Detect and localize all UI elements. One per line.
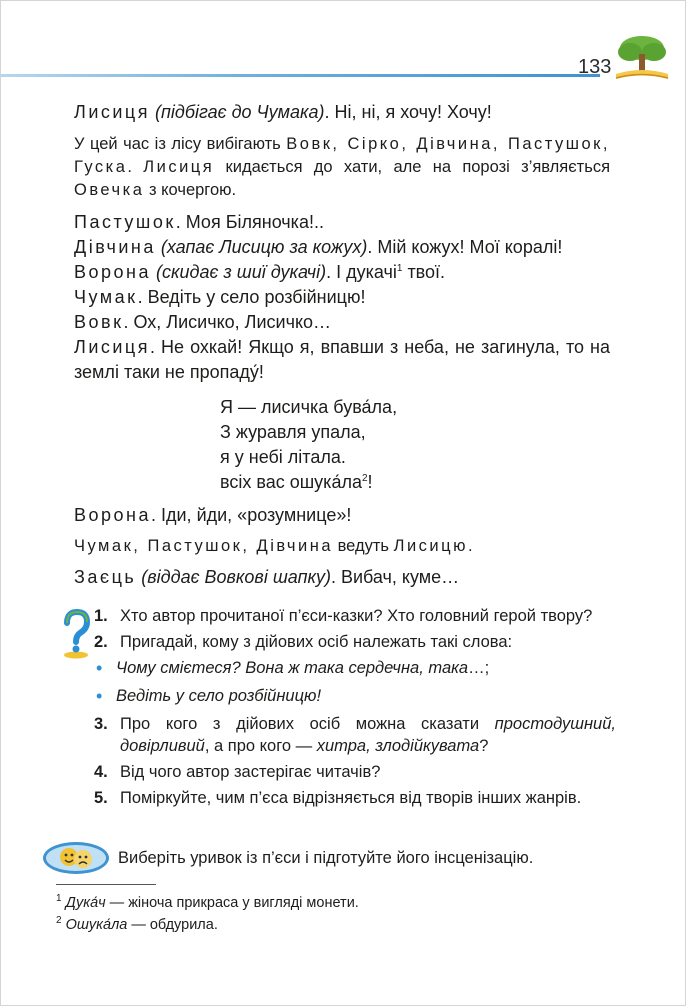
footnote-ref: 2 — [361, 473, 368, 484]
bullet-icon: • — [96, 658, 103, 678]
poem-line-text: ! — [367, 472, 373, 492]
question-mark-icon — [60, 609, 92, 659]
page-number: 133 — [578, 56, 612, 78]
question-text-part: , а про кого — — [204, 737, 317, 755]
dialogue-line — [74, 210, 610, 235]
quote-text: Чому смієтеся? Вона ж така сердечна, така — [116, 659, 469, 677]
line-text: . Іди, йди, «розумнице»! — [151, 505, 352, 525]
question-text: Пригадай, кому з дійових осіб належать такі слова: — [120, 633, 513, 651]
footnote-term: Дука́ч — [65, 895, 106, 911]
footnotes — [56, 892, 616, 936]
line-text: . Не охкай! Якщо я, впавши з неба, не загинула, то на землі таки не пропаду́! — [74, 337, 610, 382]
quote-item — [60, 685, 616, 707]
question-text: Поміркуйте, чим п’єса відрізняється від творів інших жанрів. — [120, 789, 582, 807]
stage-text: ведуть — [333, 537, 394, 555]
footnote-text: — жіноча прикраса у вигляді монети. — [105, 895, 359, 911]
question-number: 3. — [94, 715, 108, 733]
tree-book-icon — [612, 34, 672, 82]
line-text: . Вибач, куме… — [330, 567, 460, 587]
footnote — [56, 892, 616, 914]
poem-line — [220, 470, 610, 495]
stage-text: з кочергою. — [144, 181, 237, 199]
speaker: Ворона — [74, 505, 151, 525]
bullet-icon: • — [96, 686, 103, 706]
character-name: Лисиця — [143, 158, 215, 176]
poem-line: я у небі літала. — [220, 447, 346, 467]
poem-line: Я — лисичка бува́ла, — [220, 397, 398, 417]
dialogue-line — [74, 260, 610, 285]
footnote — [56, 914, 616, 936]
stage-text: кидається до хати, але на порозі з’являється — [214, 158, 611, 176]
character-name: Лисицю — [393, 537, 468, 555]
speaker: Заєць — [74, 567, 137, 587]
stage-direction-paragraph — [74, 534, 610, 559]
dialogue-line — [74, 503, 610, 528]
footnote-number: 1 — [56, 893, 62, 905]
speaker: Лисиця — [74, 337, 150, 357]
question-item — [60, 787, 616, 809]
stage-direction-paragraph — [74, 133, 610, 202]
line-text: . Ох, Лисичко, Лисичко… — [123, 312, 332, 332]
character-name: Овечка — [74, 181, 145, 199]
question-number: 4. — [94, 763, 108, 781]
question-item — [60, 631, 616, 653]
speaker: Чумак — [74, 287, 138, 307]
question-item — [60, 605, 616, 627]
stage-direction: (скидає з шиї дукачі) — [156, 262, 327, 282]
poem-line-text: всіх вас ошука́ла — [220, 472, 362, 492]
line-text: . Ні, ні, я хочу! Хочу! — [324, 102, 492, 122]
line-text: . Ведіть у село розбійницю! — [137, 287, 366, 307]
task-block — [42, 840, 612, 876]
stage-text: . — [467, 537, 473, 555]
questions-section — [60, 605, 616, 813]
line-text: . Моя Біляночка!.. — [175, 212, 324, 232]
line-text: твої. — [402, 262, 446, 282]
question-number: 5. — [94, 789, 108, 807]
question-text-part: ? — [479, 737, 489, 755]
question-text-part: хитра, злодійкувата — [316, 737, 480, 755]
speaker: Ворона — [74, 262, 151, 282]
quote-item — [60, 657, 616, 679]
stage-text: У цей час із лісу вибігають — [74, 135, 281, 153]
quote-text: …; — [468, 659, 490, 677]
footnote-number: 2 — [56, 915, 62, 927]
question-text-part: Про кого з дійових осіб можна сказати — [120, 715, 495, 733]
question-number: 1. — [94, 607, 108, 625]
footnote-ref: 1 — [396, 263, 403, 274]
stage-direction: (хапає Лисицю за кожух) — [160, 237, 368, 257]
question-text — [120, 713, 616, 757]
poem — [220, 395, 610, 495]
stage-direction: (віддає Вовкові шапку) — [141, 567, 331, 587]
question-item — [60, 761, 616, 783]
play-text — [74, 100, 610, 590]
dialogue-line — [74, 310, 610, 335]
question-text: Хто автор прочитаної п’єси-казки? Хто головний герой твору? — [120, 607, 593, 625]
speaker: Пастушок — [74, 212, 176, 232]
question-text: Від чого автор застерігає читачів? — [120, 763, 381, 781]
dialogue-line — [74, 100, 610, 125]
theatre-masks-icon — [42, 840, 110, 876]
speaker: Вовк — [74, 312, 124, 332]
line-text: . Мій кожух! Мої коралі! — [367, 237, 563, 257]
dialogue-line — [74, 285, 610, 310]
poem-line: З журавля упала, — [220, 422, 366, 442]
question-number: 2. — [94, 633, 108, 651]
footnote-text: — обдурила. — [127, 917, 218, 933]
quote-text: Ведіть у село розбійницю! — [116, 687, 322, 705]
speaker: Лисиця — [74, 102, 150, 122]
line-text: . І дукачі — [326, 262, 397, 282]
footnote-divider — [56, 884, 156, 885]
question-text-part: простодушний, довірливий — [120, 715, 616, 755]
character-names: Вовк, Сірко, Дівчина, Пастушок, Гуска — [74, 135, 610, 176]
stage-direction: (підбігає до Чумака) — [155, 102, 325, 122]
dialogue-line — [74, 235, 610, 260]
stage-text: . — [127, 158, 144, 176]
speaker: Дівчина — [74, 237, 156, 257]
dialogue-line — [74, 335, 610, 385]
question-item — [60, 713, 616, 757]
footnote-term: Ошука́ла — [65, 917, 128, 933]
character-names: Чумак, Пастушок, Дівчина — [74, 537, 334, 555]
header-rule — [0, 74, 600, 77]
dialogue-line — [74, 565, 610, 590]
task-text: Виберіть уривок із п’єси і підготуйте його інсценізацію. — [118, 848, 534, 867]
